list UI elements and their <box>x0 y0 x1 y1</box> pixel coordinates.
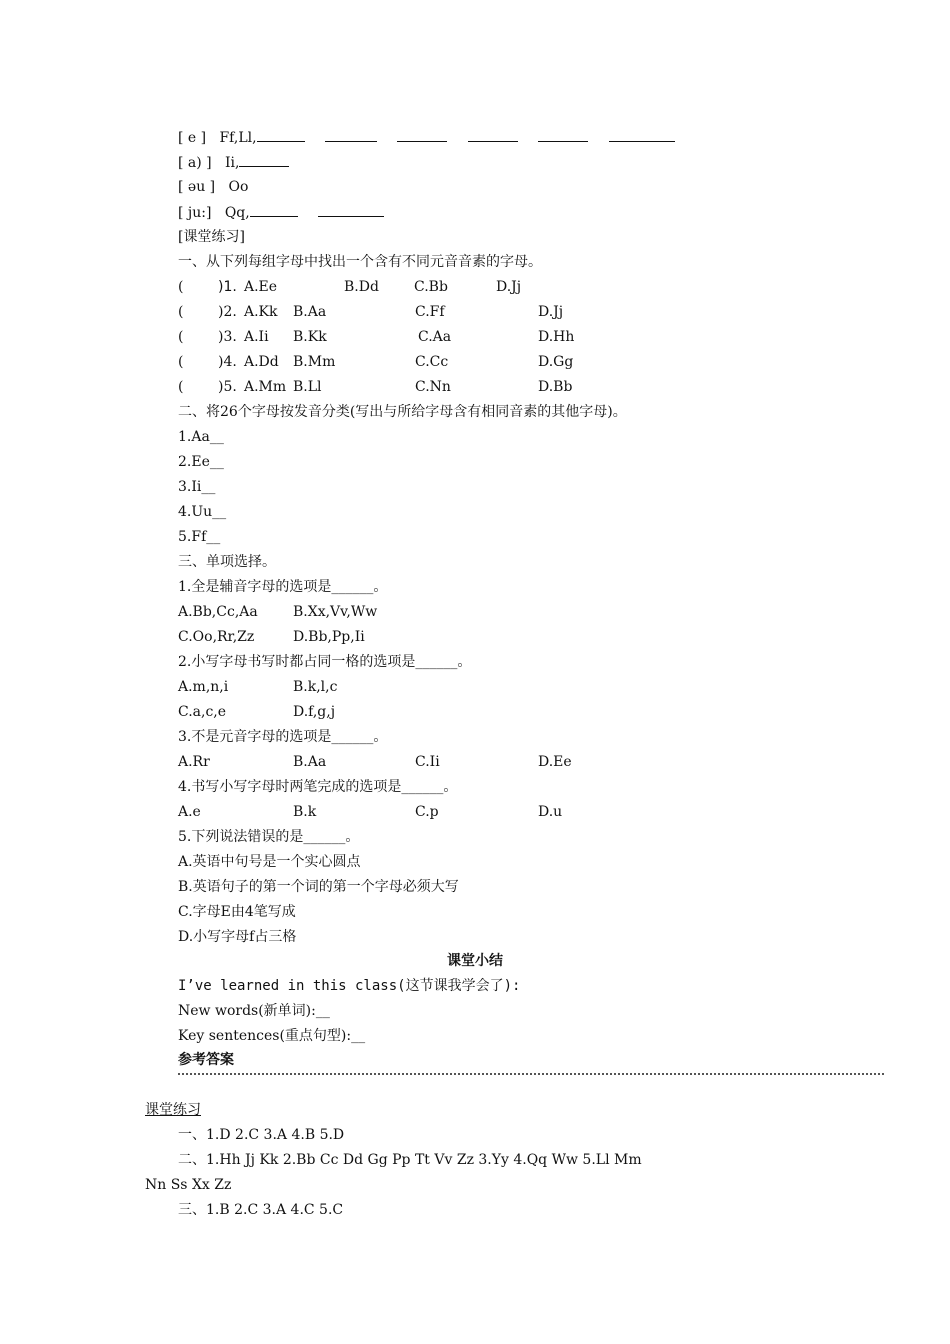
option-d: D.Jj <box>496 279 522 295</box>
option-d: D.Ee <box>538 754 572 770</box>
question-number: )4. <box>218 354 237 370</box>
answer-blank[interactable] <box>239 152 289 167</box>
option-a: A.Mm <box>244 379 287 395</box>
answer-bracket[interactable]: ( <box>178 354 184 370</box>
option-row <box>178 752 878 772</box>
answers-section-title: 课堂练习 <box>145 1102 201 1118</box>
option-b: B.Mm <box>293 354 336 370</box>
option-a: A.Kk <box>244 304 278 320</box>
option-c: C.Bb <box>414 279 448 295</box>
divider <box>178 1073 884 1075</box>
part1-row <box>178 352 878 372</box>
answer-blank[interactable] <box>468 127 518 142</box>
option-row <box>178 627 878 647</box>
part1-row <box>178 377 878 397</box>
part2-item: 1.Aa__ <box>178 429 224 445</box>
phonics-letters: Ii, <box>225 155 240 171</box>
option-b: B.Kk <box>293 329 327 345</box>
phonics-letters: Oo <box>228 179 249 195</box>
answer-bracket[interactable]: ( <box>178 279 184 295</box>
option-b: B.英语句子的第一个词的第一个字母必须大写 <box>178 879 459 895</box>
option-d: D.Bb <box>538 379 573 395</box>
answer-bracket[interactable]: ( <box>178 329 184 345</box>
option-b: B.Ll <box>293 379 322 395</box>
question-number: )2. <box>218 304 237 320</box>
option-c: C.字母E由4笔写成 <box>178 904 296 920</box>
option-c: C.Cc <box>415 354 449 370</box>
summary-heading: 课堂小结 <box>447 953 503 969</box>
option-d: D.Gg <box>538 354 574 370</box>
question-number: )5. <box>218 379 237 395</box>
option-c: C.Oo,Rr,Zz <box>178 629 255 645</box>
answer-blank[interactable] <box>609 127 675 142</box>
part2-item: 3.Ii__ <box>178 479 216 495</box>
option-b: B.Aa <box>293 754 327 770</box>
option-b: B.k,l,c <box>293 679 338 695</box>
phonics-letters: Ff,Ll, <box>219 130 257 146</box>
answers-line: 三、1.B 2.C 3.A 4.C 5.C <box>178 1202 344 1218</box>
option-d: D.小写字母f占三格 <box>178 929 297 945</box>
option-row <box>178 677 878 697</box>
option-b: B.k <box>293 804 317 820</box>
option-b: B.Dd <box>344 279 379 295</box>
question-text: 2.小写字母书写时都占同一格的选项是______。 <box>178 654 472 670</box>
part2-item: 2.Ee__ <box>178 454 224 470</box>
answer-blank[interactable] <box>538 127 588 142</box>
answer-blank[interactable] <box>318 202 384 217</box>
option-c: C.Aa <box>418 329 452 345</box>
answers-line: Nn Ss Xx Zz <box>145 1177 232 1193</box>
answer-blank[interactable] <box>257 127 305 142</box>
part2-title: 二、将26个字母按发音分类(写出与所给字母含有相同音素的其他字母)。 <box>178 404 627 420</box>
section-title-practice: [课堂练习] <box>178 229 245 245</box>
summary-learned: I’ve learned in this class(这节课我学会了): <box>178 978 521 994</box>
answers-line: 二、1.Hh Jj Kk 2.Bb Cc Dd Gg Pp Tt Vv Zz 3.Yy 4.Qq Ww 5.Ll Mm <box>178 1152 642 1168</box>
phonics-row-ju <box>178 202 384 223</box>
answers-heading: 参考答案 <box>178 1052 234 1068</box>
phonics-symbol: [ əu ] <box>178 179 216 195</box>
part2-item: 4.Uu__ <box>178 504 227 520</box>
option-a: A.e <box>178 804 201 820</box>
summary-new-words: New words(新单词):__ <box>178 1003 330 1019</box>
option-d: D.Hh <box>538 329 575 345</box>
option-a: A.Dd <box>244 354 279 370</box>
option-row <box>178 602 878 622</box>
option-c: C.p <box>415 804 439 820</box>
question-number: )1. <box>218 279 237 295</box>
answer-blank[interactable] <box>397 127 447 142</box>
option-c: C.Nn <box>415 379 451 395</box>
answers-line: 一、1.D 2.C 3.A 4.B 5.D <box>178 1127 345 1143</box>
option-b: B.Aa <box>293 304 327 320</box>
answer-blank[interactable] <box>325 127 377 142</box>
option-row <box>178 702 878 722</box>
part1-title: 一、从下列每组字母中找出一个含有不同元音音素的字母。 <box>178 254 542 270</box>
part2-item: 5.Ff__ <box>178 529 221 545</box>
option-a: A.Ii <box>244 329 269 345</box>
phonics-symbol: [ e ] <box>178 130 207 146</box>
option-a: A.英语中句号是一个实心圆点 <box>178 854 361 870</box>
answer-blank[interactable] <box>250 202 298 217</box>
option-c: C.Ii <box>415 754 440 770</box>
option-d: D.u <box>538 804 563 820</box>
summary-key-sentences: Key sentences(重点句型):__ <box>178 1028 366 1044</box>
option-a: A.m,n,i <box>178 679 229 695</box>
option-d: D.Bb,Pp,Ii <box>293 629 365 645</box>
option-d: D.f,g,j <box>293 704 336 720</box>
phonics-symbol: [ ju:] <box>178 205 212 221</box>
phonics-row-ou <box>178 177 248 197</box>
phonics-symbol: [ a) ] <box>178 155 212 171</box>
part1-row <box>178 327 878 347</box>
question-text: 1.全是辅音字母的选项是______。 <box>178 579 388 595</box>
question-text: 3.不是元音字母的选项是______。 <box>178 729 388 745</box>
option-c: C.a,c,e <box>178 704 227 720</box>
phonics-row-ai <box>178 152 289 173</box>
part1-row <box>178 302 878 322</box>
answer-bracket[interactable]: ( <box>178 379 184 395</box>
option-b: B.Xx,Vv,Ww <box>293 604 378 620</box>
phonics-letters: Qq, <box>224 205 250 221</box>
option-d: D.Jj <box>538 304 564 320</box>
question-number: )3. <box>218 329 237 345</box>
option-a: A.Bb,Cc,Aa <box>178 604 258 620</box>
option-a: A.Ee <box>244 279 278 295</box>
question-text: 5.下列说法错误的是______。 <box>178 829 360 845</box>
phonics-row-e <box>178 127 675 148</box>
option-row <box>178 802 878 822</box>
option-c: C.Ff <box>415 304 445 320</box>
part3-title: 三、单项选择。 <box>178 554 276 570</box>
option-a: A.Rr <box>178 754 210 770</box>
answer-bracket[interactable]: ( <box>178 304 184 320</box>
question-text: 4.书写小写字母时两笔完成的选项是______。 <box>178 779 458 795</box>
part1-row <box>178 277 878 297</box>
